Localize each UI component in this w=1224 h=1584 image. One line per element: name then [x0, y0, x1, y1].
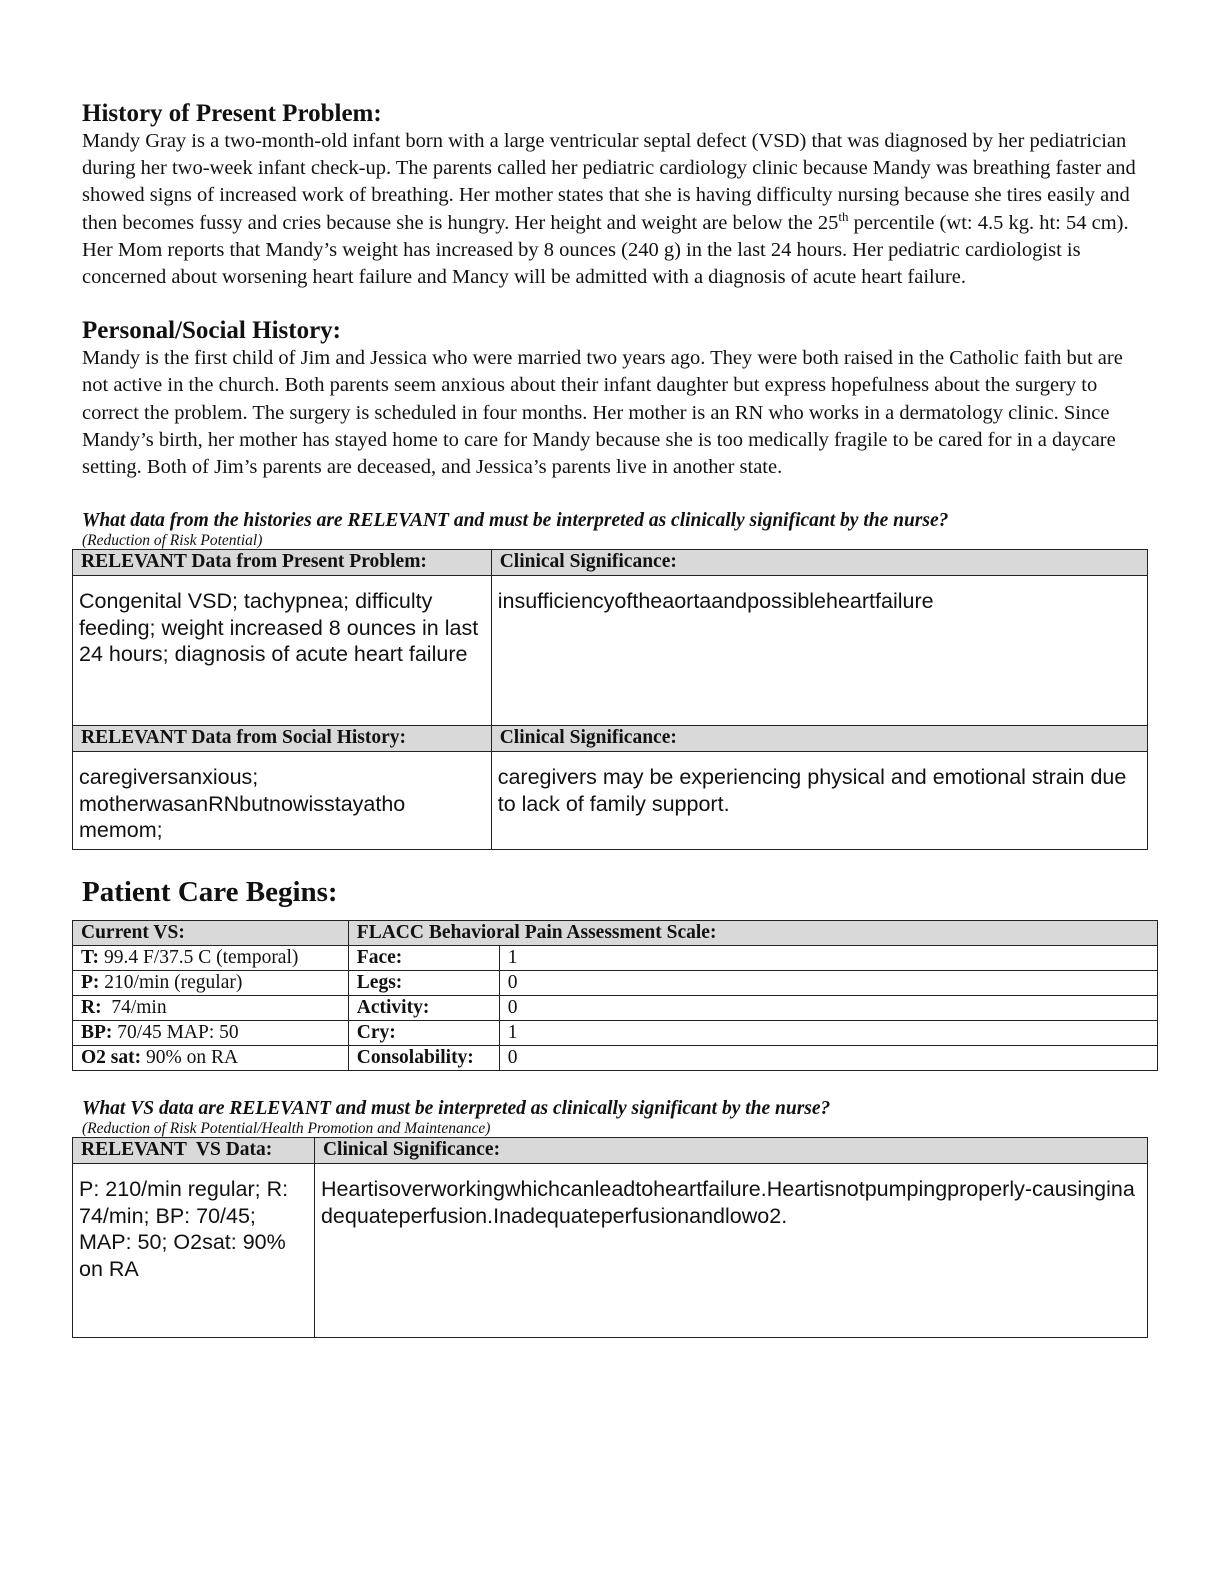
flacc-label: Consolability: — [348, 1046, 499, 1071]
flacc-score: 0 — [499, 971, 1157, 996]
flacc-score: 0 — [499, 996, 1157, 1021]
vs-significance-table — [72, 1137, 1148, 1338]
history-text-part1: Mandy Gray is a two-month-old infant born with a large ventricular septal defect (VSD) that was diagnosed by her pediatrician during her two-week infant check-up. The parents called her pediatric cardiology clinic because Mandy was breathing faster and showed signs of increased work of breathing. Her mother states that she is having difficulty nursing because she tires easily and then becomes fussy and cries because she is hungry. Her height and weight are below the 25 — [82, 130, 1136, 234]
vs-label: BP: — [81, 1022, 113, 1044]
vs-question-sub: (Reduction of Risk Potential/Health Promotion and Maintenance) — [82, 1120, 491, 1138]
vs-value: 210/min (regular) — [99, 972, 243, 994]
vs-value: 70/45 MAP: 50 — [112, 1022, 239, 1044]
vs-label: O2 sat: — [81, 1047, 142, 1069]
histories-table — [72, 549, 1148, 850]
flacc-label: Activity: — [348, 996, 499, 1021]
social-paragraph: Mandy is the first child of Jim and Jessica who were married two years ago. They were both raised in the Catholic faith but are not active in the church. Both parents seem anxious about their infant daughter but express hopefulness about the surgery to correct the problem. The surgery is scheduled in four months. Her mother is an RN who works in a dermatology clinic. Since Mandy’s birth, her mother has stayed home to care for Mandy because she is too medically fragile to be cared for in a daycare setting. Both of Jim’s parents are deceased, and Jessica’s parents live in another state. — [82, 347, 1123, 479]
vs-value: 90% on RA — [141, 1047, 239, 1069]
vs-label: R: — [81, 997, 102, 1019]
current-vs-header: Current VS: — [73, 921, 349, 946]
history-paragraph — [82, 128, 1142, 291]
vs-row — [73, 946, 1158, 971]
flacc-score: 1 — [499, 1021, 1157, 1046]
vs-row — [73, 996, 1158, 1021]
histories-question-sub: (Reduction of Risk Potential) — [82, 532, 263, 550]
vs-value: 74/min — [101, 997, 167, 1019]
flacc-label: Legs: — [348, 971, 499, 996]
vs-significance-field[interactable]: Heartisoverworkingwhichcanleadtoheartfailure.Heartisnotpumpingproperly-causinginadequateperfusion.Inadequateperfusionandlowo2. — [314, 1164, 1147, 1338]
flacc-score: 1 — [499, 946, 1157, 971]
vs-value: 99.4 F/37.5 C (temporal) — [99, 947, 299, 969]
flacc-score: 0 — [499, 1046, 1157, 1071]
superscript-th: th — [838, 208, 849, 224]
vs-label: P: — [81, 972, 100, 994]
social-significance-header: Clinical Significance: — [491, 726, 1147, 752]
history-text-part2: percentile (wt: 4.5 kg. ht: 54 cm). Her Mom reports that Mandy’s weight has increased by 8 ounces (240 g) in the last 24 hours. Her pediatric cardiologist is concerned about worsening heart failure and Mancy will be admitted with a diagnosis of acute heart failure. — [82, 211, 1129, 289]
present-significance-field[interactable]: insufficiencyoftheaortaandpossibleheartfailure — [491, 576, 1147, 726]
vs-row — [73, 971, 1158, 996]
present-data-header: RELEVANT Data from Present Problem: — [73, 550, 492, 576]
vs-significance-header: Clinical Significance: — [314, 1138, 1147, 1164]
document-page — [79, 100, 1152, 1338]
vs-question: What VS data are RELEVANT and must be interpreted as clinically significant by the nurse? — [82, 1098, 831, 1120]
vs-data-field[interactable]: P: 210/min regular; R: 74/min; BP: 70/45; MAP: 50; O2sat: 90% on RA — [73, 1164, 315, 1338]
history-heading: History of Present Problem: — [82, 100, 382, 127]
social-data-header: RELEVANT Data from Social History: — [73, 726, 492, 752]
present-data-field[interactable]: Congenital VSD; tachypnea; difficulty feeding; weight increased 8 ounces in last 24 hours; diagnosis of acute heart failure — [73, 576, 492, 726]
flacc-label: Cry: — [348, 1021, 499, 1046]
present-significance-header: Clinical Significance: — [491, 550, 1147, 576]
histories-question: What data from the histories are RELEVANT and must be interpreted as clinically significant by the nurse? — [82, 510, 949, 532]
vs-row — [73, 1021, 1158, 1046]
social-data-field[interactable]: caregiversanxious; motherwasanRNbutnowisstayatho memom; — [73, 752, 492, 850]
flacc-header: FLACC Behavioral Pain Assessment Scale: — [348, 921, 1157, 946]
social-significance-field[interactable]: caregivers may be experiencing physical and emotional strain due to lack of family support. — [491, 752, 1147, 850]
social-heading: Personal/Social History: — [82, 317, 341, 345]
vitals-flacc-table — [72, 920, 1158, 1071]
vs-data-header: RELEVANT VS Data: — [73, 1138, 315, 1164]
flacc-label: Face: — [348, 946, 499, 971]
patient-care-heading: Patient Care Begins: — [82, 876, 338, 909]
vs-row — [73, 1046, 1158, 1071]
vs-label: T: — [81, 947, 100, 969]
